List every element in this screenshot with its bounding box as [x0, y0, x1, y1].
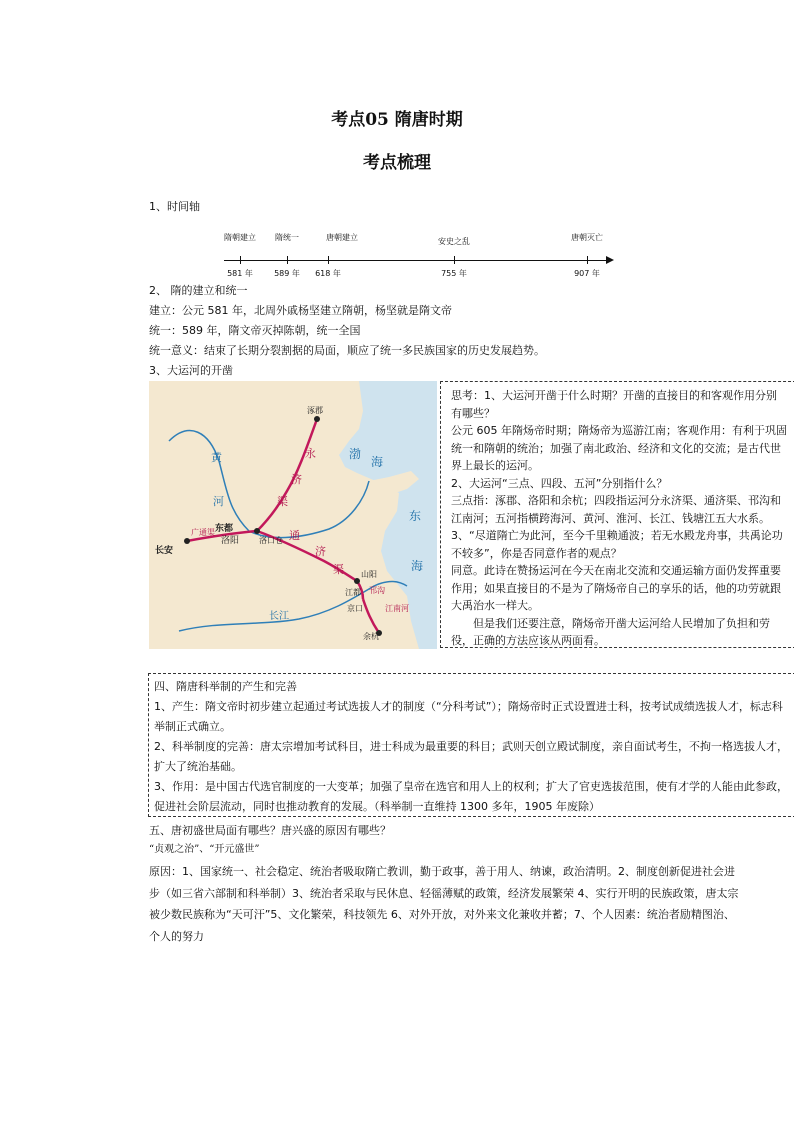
- map-label-dongdu: 东都: [215, 524, 234, 534]
- map-label-shanyang: 山阳: [361, 570, 377, 579]
- map-label-yong: 永: [305, 447, 316, 460]
- exam-origin: 1、产生：隋文帝时初步建立起通过考试选拔人才的制度（“分科考试”）；隋炀帝时正式设置进士科，按考试成绩选拔人才，标志科举制正式确立。: [154, 700, 783, 733]
- map-label-tong-ji: 济: [315, 545, 326, 558]
- map-label-jingkou: 京口: [347, 604, 363, 613]
- sui-significance-line: 统一意义：结束了长期分裂割据的局面，顺应了统一多民族国家的历史发展趋势。: [149, 344, 545, 357]
- answer-2: 三点指：涿郡、洛阳和余杭；四段指运河分永济渠、通济渠、邗沟和江南河；五河指横跨海河、黄河、淮河、长江、钱塘江五大水系。: [451, 494, 781, 525]
- grand-canal-map: [149, 381, 437, 649]
- exam-improvement: 2、科举制度的完善：唐太宗增加考试科目，进士科成为最重要的科目；武则天创立殿试制度，亲自面试考生，不拘一格选拔人才，扩大了统治基础。: [154, 740, 788, 773]
- timeline-axis: [224, 260, 610, 261]
- section-timeline-heading: 1、时间轴: [149, 200, 200, 213]
- timeline-event-year: 589 年: [274, 269, 300, 278]
- sui-unification-line: 统一：589 年，隋文帝灭掉陈朝，统一全国: [149, 324, 361, 337]
- timeline-event-label: 唐朝建立: [326, 233, 358, 242]
- timeline-event-year: 755 年: [441, 269, 467, 278]
- city-marker: [314, 416, 320, 422]
- timeline-event-year: 907 年: [574, 269, 600, 278]
- timeline-event-label: 隋朝建立: [224, 233, 256, 242]
- map-label-huang: 黄: [211, 451, 222, 464]
- map-label-qu: 渠: [277, 495, 288, 508]
- map-label-east-sea: 海: [411, 559, 424, 573]
- jiangnan-canal: [363, 599, 379, 633]
- sui-founding-line: 建立：公元 581 年，北周外戚杨坚建立隋朝，杨坚就是隋文帝: [149, 304, 452, 317]
- timeline-arrow: [606, 256, 614, 264]
- map-label-guangtong: 广通渠: [191, 528, 215, 537]
- map-label-zhuojun: 涿郡: [307, 406, 323, 415]
- map-label-hangou: 邗沟: [369, 586, 385, 595]
- city-marker: [184, 538, 190, 544]
- map-label-luoyang: 洛阳: [221, 536, 240, 546]
- tang-golden-ages: “贞观之治”、“开元盛世”: [149, 844, 260, 855]
- exam-heading: 四、隋唐科举制的产生和完善: [154, 680, 297, 693]
- map-label-tong-qu: 渠: [333, 563, 344, 576]
- map-label-east: 东: [409, 509, 422, 523]
- document-title: 考点05 隋唐时期: [331, 110, 463, 130]
- section-tang-heading: 五、唐初盛世局面有哪些？唐兴盛的原因有哪些？: [149, 824, 391, 837]
- timeline-tick: [454, 256, 455, 264]
- city-marker: [254, 528, 260, 534]
- map-label-bohai-sea: 海: [371, 455, 384, 469]
- map-label-tong: 通: [289, 529, 300, 542]
- timeline-tick: [587, 256, 588, 264]
- imperial-exam-box: [148, 673, 794, 817]
- map-label-changan: 长安: [155, 546, 174, 556]
- question-2: 2、大运河“三点、四段、五河”分别指什么？: [451, 476, 668, 490]
- answer-3-note: 但是我们还要注意，隋炀帝开凿大运河给人民增加了负担和劳役，正确的方法应该从两面看。: [451, 616, 770, 647]
- timeline-event-label: 安史之乱: [438, 237, 470, 246]
- answer-1: 公元 605 年隋炀帝时期；隋炀帝为巡游江南；客观作用：有利于巩固统一和隋朝的统治；加强了南北政治、经济和文化的交流；是古代世界上最长的运河。: [451, 424, 787, 472]
- map-label-ji: 济: [291, 473, 302, 486]
- question-3: 3、“尽道隋亡为此河，至今千里赖通波；若无水殿龙舟事，共禹论功不较多”，你是否同意作者的观点？: [451, 529, 783, 560]
- timeline: [0, 0, 794, 300]
- map-label-yuhang: 余杭: [363, 632, 379, 641]
- tang-reasons: 原因：1、国家统一、社会稳定、统治者吸取隋亡教训，勤于政事，善于用人、纳谏，政治清明。2、制度创新促进社会进步（如三省六部制和科举制）3、统治者采取与民休息、轻徭薄赋的政策，经济发展繁荣 4、实行开明的民族政策，唐太宗被少数民族称为“天可汗”5、文化繁荣，科技领先 6、对外开放，对外来文化兼收并蓄；7、个人因素：统治者励精图治、个人的努力: [149, 865, 739, 943]
- timeline-event-label: 唐朝灭亡: [571, 233, 603, 242]
- answer-3: 同意。此诗在赞扬运河在今天在南北交流和交通运输方面仍发挥重要作用；如果直接目的不是为了隋炀帝自己的享乐的话，他的功劳就跟大禹治水一样大。: [451, 564, 781, 612]
- map-label-changjiang: 长江: [269, 611, 289, 622]
- map-label-bohai: 渤: [349, 447, 362, 461]
- document-subtitle: 考点梳理: [363, 153, 431, 173]
- timeline-tick: [328, 256, 329, 264]
- map-label-he: 河: [213, 495, 224, 508]
- city-marker: [354, 578, 360, 584]
- yellow-river: [169, 431, 369, 538]
- question-1: 思考：1、大运河开凿于什么时期？开凿的直接目的和客观作用分别有哪些？: [451, 389, 777, 420]
- canal-questions-box: [440, 381, 794, 648]
- timeline-event-year: 581 年: [227, 269, 253, 278]
- exam-impact: 3、作用：是中国古代选官制度的一大变革；加强了皇帝在选官和用人上的权利；扩大了官吏选拔范围，使有才学的人能由此参政，促进社会阶层流动，同时也推动教育的发展。（科举制一直维持 1300 多年，1905 年废除）: [154, 780, 788, 813]
- map-label-jiangnan: 江南河: [385, 604, 409, 613]
- section-canal-heading: 3、大运河的开凿: [149, 364, 233, 377]
- section-sui-heading: 2、 隋的建立和统一: [149, 284, 248, 297]
- timeline-event-label: 隋统一: [275, 233, 299, 242]
- timeline-tick: [240, 256, 241, 264]
- yongji-canal: [257, 419, 317, 531]
- map-label-jiangdu: 江都: [345, 588, 361, 597]
- timeline-tick: [287, 256, 288, 264]
- map-label-luokou: 洛口仓: [259, 536, 283, 545]
- timeline-event-year: 618 年: [315, 269, 341, 278]
